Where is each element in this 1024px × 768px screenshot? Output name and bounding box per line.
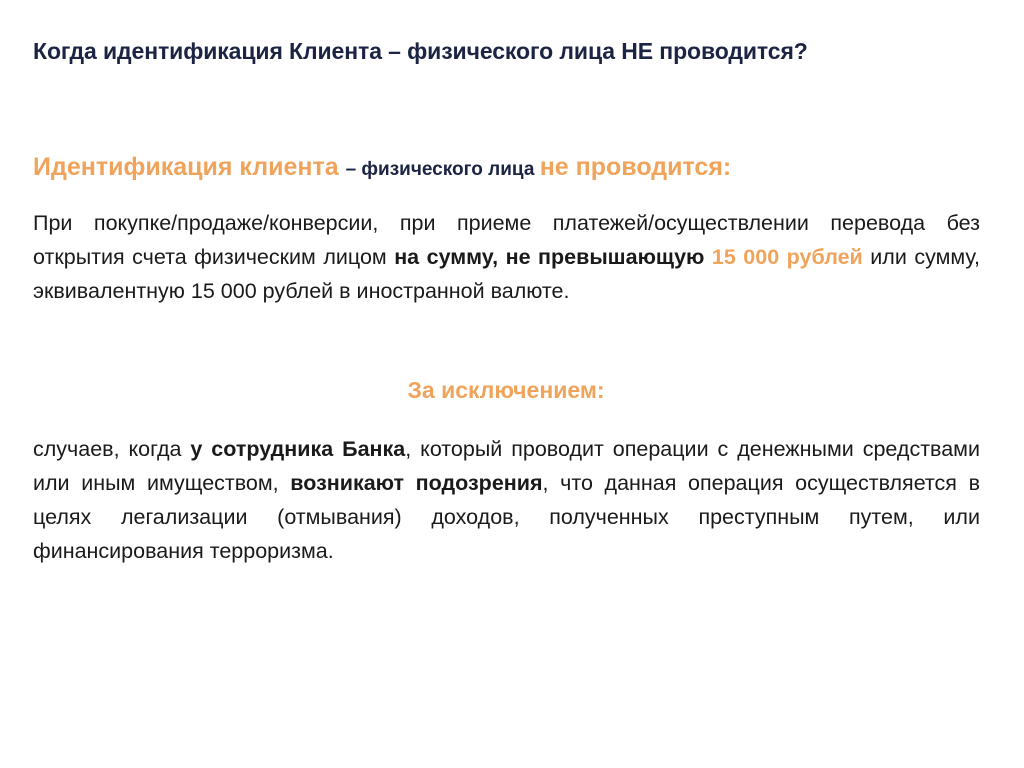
subheading-part-1: Идентификация клиента bbox=[33, 153, 346, 181]
paragraph1-text-2 bbox=[704, 245, 712, 269]
paragraph2-text-1: случаев, когда bbox=[33, 437, 191, 461]
paragraph1-amount: 15 000 рублей bbox=[711, 245, 863, 269]
paragraph1-text-3: или сумму, эквивалентную 15 000 рублей в иностранной валюте. bbox=[33, 245, 980, 303]
subheading-part-2: – физического лица bbox=[345, 159, 540, 180]
paragraph2-bold-1: у сотрудника Банка bbox=[190, 437, 406, 461]
paragraph2-text-3: , что данная операция осуществляется в целях легализации (отмывания) доходов, полученных преступным путем, или финансирования терроризма. bbox=[33, 471, 980, 563]
subheading bbox=[33, 153, 993, 182]
subheading-part-3: не проводится: bbox=[539, 153, 732, 181]
paragraph1-text-1: При покупке/продаже/конверсии, при приеме платежей/осуществлении перевода без открытия счета физическим лицом bbox=[33, 211, 980, 269]
slide-title: Когда идентификация Клиента – физического лица НЕ проводится? bbox=[33, 38, 808, 64]
paragraph1-bold-1: на сумму, не превышающую bbox=[394, 245, 705, 269]
exceptions-heading: За исключением: bbox=[407, 377, 605, 403]
paragraph2-text-2: , который проводит операции с денежными средствами или иным имуществом, bbox=[33, 437, 980, 495]
paragraph2-bold-2: возникают подозрения bbox=[290, 471, 543, 495]
paragraph-exceptions bbox=[33, 432, 980, 568]
paragraph-threshold bbox=[33, 206, 980, 308]
